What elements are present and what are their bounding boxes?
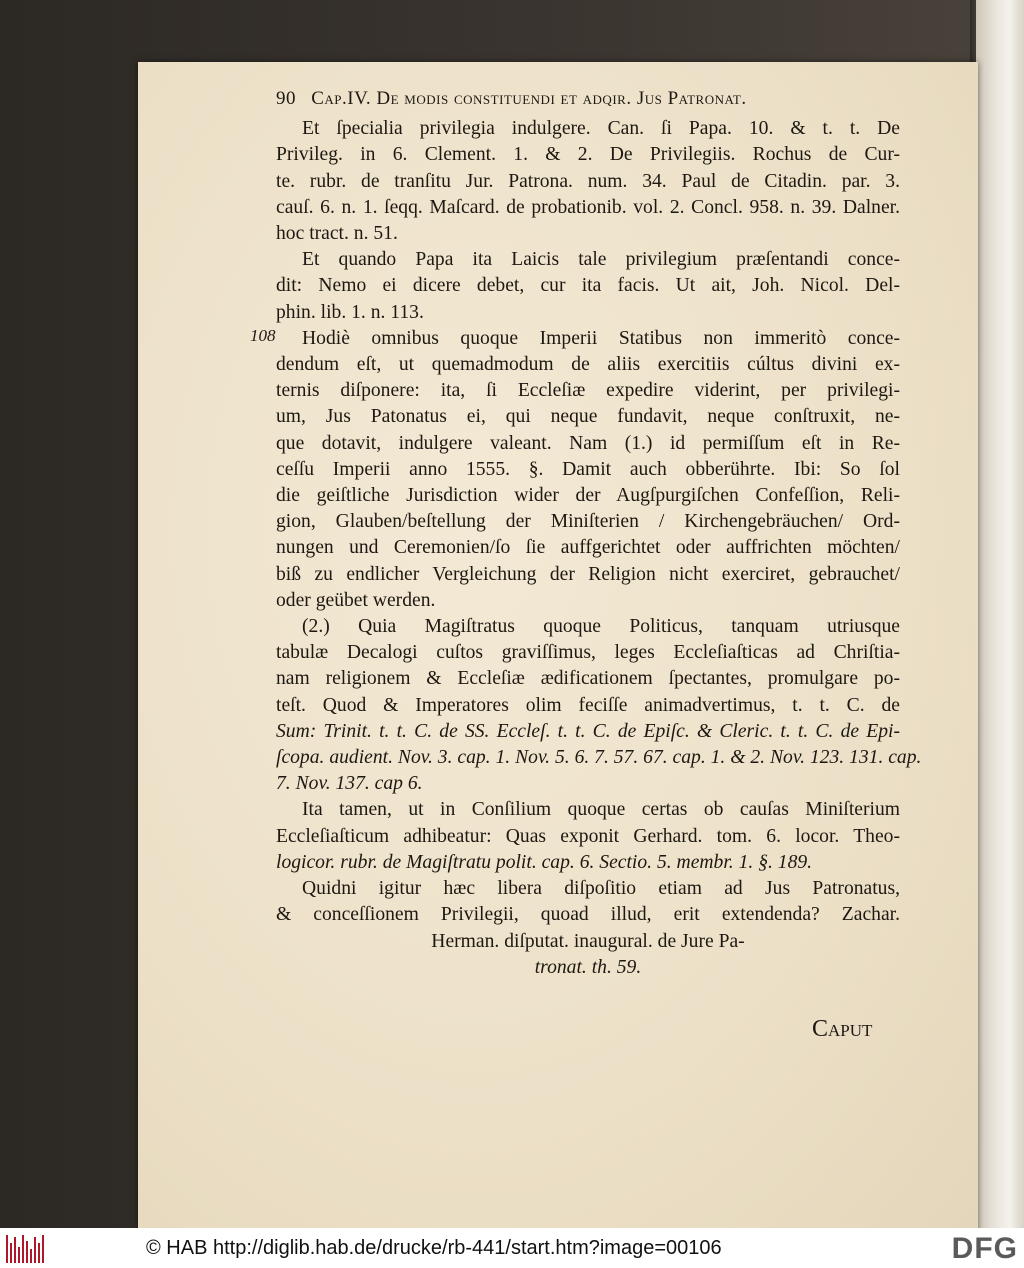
text-line: tabulæ Decalogi cuſtos graviſſimus, leges Eccleſiaſticas ad Chriſtia-: [276, 642, 900, 664]
text-line: Et quando Papa ita Laicis tale privilegium præſentandi conce-: [302, 249, 900, 271]
text-line: cauſ. 6. n. 1. ſeqq. Maſcard. de probationib. vol. 2. Concl. 958. n. 39. Dalner.: [276, 196, 900, 218]
text-line: ternis diſponere: ita, ſi Eccleſiæ expedire viderint, per privilegi-: [276, 380, 900, 402]
text-line: dit: Nemo ei dicere debet, cur ita facis. Ut ait, Joh. Nicol. Del-: [276, 275, 900, 297]
running-title: Cap.IV. De modis constituendi et adqir. Jus Patronat.: [311, 88, 747, 109]
running-header: [276, 86, 900, 112]
text-line: Et ſpecialia privilegia indulgere. Can. ſi Papa. 10. & t. t. De: [302, 118, 900, 140]
page-fold-edge: [976, 0, 1024, 1228]
text-line: Sum: Trinit. t. t. C. de SS. Eccleſ. t. t. C. de Epiſc. & Cleric. t. t. C. de Epi-: [276, 720, 900, 742]
paragraph: [276, 326, 900, 614]
copyright-link[interactable]: © HAB http://diglib.hab.de/drucke/rb-441/start.htm?image=00106: [146, 1236, 722, 1259]
text-line: (2.) Quia Magiſtratus quoque Politicus, tanquam utriusque: [302, 616, 900, 638]
text-line: hoc tract. n. 51.: [276, 223, 398, 245]
text-line: Eccleſiaſticum adhibeatur: Quas exponit Gerhard. tom. 6. locor. Theo-: [276, 825, 900, 847]
text-line: ceſſu Imperii anno 1555. §. Damit auch obberührte. Ibi: So ſol: [276, 458, 900, 480]
paragraph: [276, 116, 900, 247]
text-line: biß zu endlicher Vergleichung der Religion nicht exerciret, gebrauchet/: [276, 563, 900, 585]
text-line: die geiſtliche Jurisdiction wider der Augſpurgiſchen Confeſſion, Reli-: [276, 485, 900, 507]
text-line: que dotavit, indulgere valeant. Nam (1.) id permiſſum eſt in Re-: [276, 432, 900, 454]
text-line: um, Jus Patonatus ei, qui neque fundavit, neque conſtruxit, ne-: [276, 406, 900, 428]
page-number: 90: [276, 88, 296, 109]
text-line: nam religionem & Eccleſiæ ædificationem ſpectantes, promulgare po-: [276, 668, 900, 690]
catchword: Caput: [812, 1016, 873, 1042]
paragraph: [276, 614, 922, 797]
text-line: gion, Glauben/beſtellung der Miniſterien / Kirchengebräuchen/ Ord-: [276, 511, 900, 533]
signature-line: tronat. th. 59.: [534, 956, 642, 978]
viewer-footer: [0, 1228, 1024, 1268]
text-line: Ita tamen, ut in Conſilium quoque certas ob cauſas Miniſterium: [302, 799, 900, 821]
text-line: & conceſſionem Privilegii, quoad illud, erit extendenda? Zachar.: [276, 904, 900, 926]
paragraph: [276, 247, 900, 326]
text-line: te. rubr. de tranſitu Jur. Patrona. num. 34. Paul de Citadin. par. 3.: [276, 170, 900, 192]
text-line: dendum eſt, ut quemadmodum de aliis exercitiis cúltus divini ex-: [276, 354, 900, 376]
page-text: [276, 86, 922, 981]
margin-note: 108: [250, 326, 276, 345]
text-line: Privileg. in 6. Clement. 1. & 2. De Privilegiis. Rochus de Cur-: [276, 144, 900, 166]
text-line: ſcopa. audient. Nov. 3. cap. 1. Nov. 5. 6. 7. 57. 67. cap. 1. & 2. Nov. 123. 131. cap.: [276, 747, 922, 769]
text-line: teſt. Quod & Imperatores olim feciſſe animadvertimus, t. t. C. de: [276, 694, 900, 716]
paragraph: [276, 797, 900, 876]
text-line: Quidni igitur hæc libera diſpoſitio etiam ad Jus Patronatus,: [302, 878, 900, 900]
paragraph: [276, 876, 900, 928]
text-line: Hodiè omnibus quoque Imperii Statibus non immeritò conce-: [302, 327, 900, 349]
text-line: phin. lib. 1. n. 113.: [276, 301, 424, 323]
text-line: 7. Nov. 137. cap 6.: [276, 773, 423, 795]
dfg-logo: DFG: [951, 1232, 1018, 1265]
signature-block: [276, 929, 900, 981]
text-line: nungen und Ceremonien/ſo ſie auffgerichtet oder auffrichten möchten/: [276, 537, 900, 559]
text-line: logicor. rubr. de Magiſtratu polit. cap. 6. Sectio. 5. membr. 1. §. 189.: [276, 851, 813, 873]
hab-barcode-logo-icon: [6, 1233, 46, 1263]
signature-line: Herman. diſputat. inaugural. de Jure Pa-: [431, 930, 745, 952]
text-line: oder geübet werden.: [276, 589, 436, 611]
